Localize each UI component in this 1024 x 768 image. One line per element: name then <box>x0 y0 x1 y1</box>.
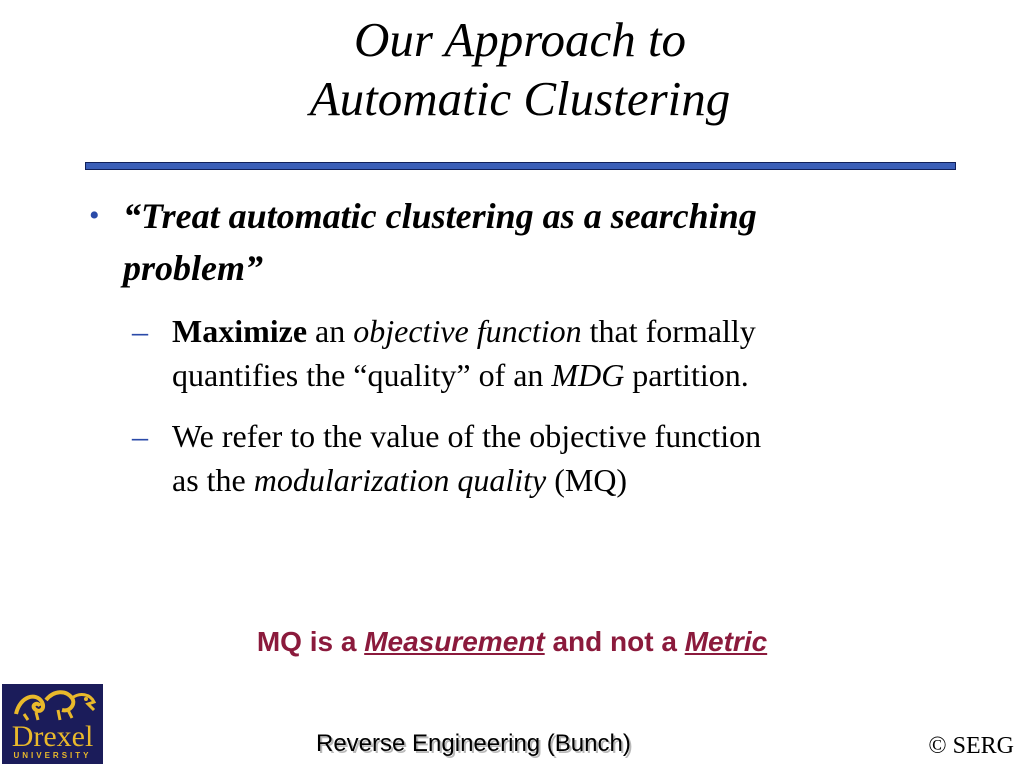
bullet-marker: • <box>89 199 100 232</box>
bullet-main <box>123 190 953 294</box>
sub-bullet-marker-2: – <box>132 418 148 454</box>
sub1-text-a: an <box>307 313 354 349</box>
note-text-b: and not a <box>544 626 685 657</box>
measurement-text: Measurement <box>364 626 545 657</box>
emphasis-note <box>0 622 1024 662</box>
sub1-text-c: quantifies the “quality” of an <box>172 357 552 393</box>
bullet-main-line-1: “Treat automatic clustering as a searching <box>123 196 757 236</box>
metric-text: Metric <box>684 626 768 657</box>
dragon-icon <box>2 684 103 724</box>
logo-subtitle: UNIVERSITY <box>13 751 92 760</box>
footer-copyright: © SERG <box>928 733 1014 759</box>
sub-bullet-2-line-2 <box>172 458 932 502</box>
title-divider <box>85 162 956 170</box>
bullet-main-line-2: problem” <box>123 248 263 288</box>
note-text-a: MQ is a <box>256 626 365 657</box>
sub-bullet-1-line-1 <box>172 309 932 353</box>
sub-bullet-2-line-1: We refer to the value of the objective function <box>172 418 762 454</box>
footer-course-title: Reverse Engineering (Bunch) <box>316 730 631 757</box>
drexel-logo <box>2 684 103 764</box>
title-line-2: Automatic Clustering <box>309 71 731 126</box>
sub-bullet-2 <box>172 414 932 502</box>
logo-wordmark: Drexel <box>11 720 94 753</box>
title-line-1: Our Approach to <box>353 12 687 67</box>
maximize-text: Maximize <box>172 313 308 349</box>
sub1-text-d: partition. <box>624 357 749 393</box>
objective-function-text: objective function <box>353 313 582 349</box>
modularization-quality-text: modularization quality <box>253 462 547 498</box>
sub2-text-b: (MQ) <box>546 462 628 498</box>
sub2-text-a: as the <box>172 462 254 498</box>
sub-bullet-1-line-2 <box>172 353 932 397</box>
sub1-text-b: that formally <box>581 313 756 349</box>
sub-bullet-marker-1: – <box>132 313 148 349</box>
slide-title <box>0 10 1024 128</box>
sub-bullet-1 <box>172 309 932 397</box>
mdg-text: MDG <box>551 357 625 393</box>
